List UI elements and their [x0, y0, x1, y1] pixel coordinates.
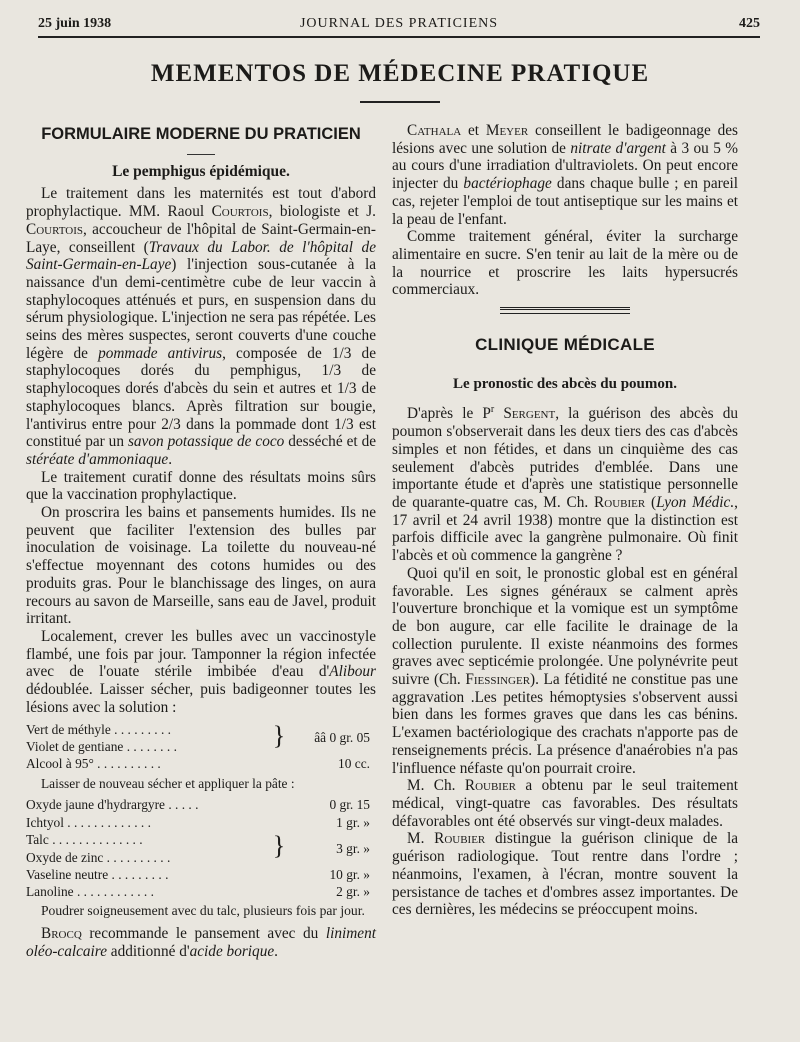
formula-qty: ââ 0 gr. 05: [314, 730, 370, 746]
paragraph: Comme traitement général, éviter la surcharge alimentaire en sucre. S'en tenir au lait de la mère ou de la nourrice et proscrire les laits hypersucrés commerciaux.: [392, 228, 738, 299]
formula-note: Laisser de nouveau sécher et appliquer la pâte :: [41, 775, 295, 791]
formula-instruction: Poudrer soigneusement avec du talc, plusieurs fois par jour.: [41, 902, 365, 918]
paragraph: Brocq recommande le pansement avec du liniment oléo-calcaire additionné d'acide borique.: [26, 924, 376, 960]
page-number: 425: [739, 16, 760, 31]
section-title-clinique: CLINIQUE MÉDICALE: [475, 335, 655, 355]
formula-solution: [26, 721, 376, 773]
paragraph: Localement, crever les bulles avec un vaccinostyle flambé, une fois par jour. Tamponner la région infectée avec de l'ouate stérile imbibée d'eau d'Alibour dédoublée. Laisser sécher, puis badigeonner toutes les lésions avec la solution :: [26, 627, 376, 716]
formula-item: Violet de gentiane . . . . . . . .: [26, 738, 177, 754]
header-rule: [38, 36, 760, 38]
formula-bracket-group: Talc . . . . . . . . . . . . . . Oxyde de zinc . . . . . . . . . . } 3 gr. »: [26, 831, 370, 865]
formula-row: Ichtyol . . . . . . . . . . . . . 1 gr. »: [26, 814, 370, 830]
section-title-formulaire: FORMULAIRE MODERNE DU PRATICIEN: [41, 125, 361, 143]
formula-row: Alcool à 95° . . . . . . . . . . 10 cc.: [26, 756, 370, 772]
paragraph: Le traitement curatif donne des résultats moins sûrs que la vaccination prophylactique.: [26, 468, 376, 504]
paragraph: D'après le $P^r$ Sergent, la guérison des abcès du poumon s'observerait dans les deux tiers des cas d'abcès simples et non fétides, et dans un cinquième des cas seulement d'abcès putrides d'emblée. Dans une importante étude et d'après une statistique personnelle de quarante-quatre cas, M. Ch. Roubier (Lyon Médic., 17 avril et 24 avril 1938) montre que la distinction est parfois difficile avec la gangrène pulmonaire. Où finit l'abcès et où commence la gangrène ?: [392, 404, 738, 565]
brace-symbol: }: [272, 831, 286, 861]
paragraph: M. Ch. Roubier a obtenu par le seul traitement médical, vingt-quatre cas favorables. Des résultats défavorables ont été observés sur vingt-deux malades.: [392, 777, 738, 830]
formula-paste: [26, 796, 376, 900]
article-title-pemphigus: Le pemphigus épidémique.: [112, 162, 290, 180]
section-rule: [187, 154, 215, 155]
page-header: [38, 14, 760, 38]
formula-row: Oxyde jaune d'hydrargyre . . . . . 0 gr. 15: [26, 797, 370, 813]
formula-item: Vert de méthyle . . . . . . . . .: [26, 721, 172, 737]
main-title: MEMENTOS DE MÉDECINE PRATIQUE: [150, 60, 650, 87]
brace-symbol: }: [272, 720, 286, 750]
paragraph: On proscrira les bains et pansements humides. Ils ne peuvent que faciliter l'extension des bulles par inoculation de voisinage. La toilette du nouveau-né s'effectue moyennant des cotons humides ou des produits gras. Pour le blanchissage des linges, on aura recours au savon de Marseille, sans eau de Javel, produit irritant.: [26, 504, 376, 628]
paragraph: M. Roubier distingue la guérison clinique de la guérison radiologique. Tout rentre dans l'ordre ; néanmoins, l'examen, à l'écran, montre souvent la persistance de taches et d'ombres assez importantes. De ces dernières, les médecins se préoccupent moins.: [392, 830, 738, 919]
paragraph: Quoi qu'il en soit, le pronostic global est en général favorable. Les signes généraux se calment après l'ouverture bronchique et la vomique est un symptôme de bon augure, car elle facilite le drainage de la collection purulente. Il existe néanmoins des formes graves avec septicémie prolongée. Une polynévrite peut suivre (Ch. Fiessinger). La fétidité ne constitue pas une aggravation .Les petites hémoptysies s'observent aussi bien dans les formes graves que dans les cas bénins. L'examen bactériologique des crachats n'apporte pas de renseignements précis. La présence d'anaérobies n'a pas l'influence néfaste qu'on pourrait croire.: [392, 564, 738, 777]
paragraph: Cathala et Meyer conseillent le badigeonnage des lésions avec une solution de nitrate d'argent à 3 ou 5 % au cours d'une irradiation d'ultraviolets. On peut encore injecter du bactériophage dans chaque bulle ; en pareil cas, rejeter l'emploi de tout antiseptique sur les mains et la peau de l'enfant.: [392, 122, 738, 228]
left-column: [26, 122, 376, 960]
section-divider: [500, 307, 630, 314]
formula-row: Vaseline neutre . . . . . . . . . 10 gr. »: [26, 867, 370, 883]
title-rule: [360, 101, 440, 103]
right-column: [392, 122, 738, 919]
issue-date: 25 juin 1938: [38, 16, 112, 31]
article-title-abces: Le pronostic des abcès du poumon.: [453, 375, 677, 392]
formula-bracket-group: [26, 721, 376, 756]
formula-row: Lanoline . . . . . . . . . . . . 2 gr. »: [26, 884, 370, 900]
journal-name: JOURNAL DES PRATICIENS: [299, 16, 499, 31]
paragraph: Le traitement dans les maternités est tout d'abord prophylactique. MM. Raoul Courtois, biologiste et J. Courtois, accoucheur de l'hôpital de Saint-Germain-en-Laye, conseillent (Travaux du Labor. de l'hôpital de Saint-Germain-en-Laye) l'injection sous-cutanée à la naissance d'un demi-centimètre cube de leur vaccin à staphylocoques atténués et purs, en suspension dans du sérum physiologique. L'injection ne sera pas répétée. Les seins des mères suspectes, seront couverts d'une couche légère de pommade antivirus, composée de 1/3 de staphylocoques dorés du pemphigus, 1/3 de staphylocoques dorés d'abcès du sein et autres et 1/3 de staphylocoques blancs. Après filtration sur bougie, l'antivirus entre pour 2/3 dans la pommade dont 1/3 est constitué par un savon potassique de coco desséché et de stéréate d'ammoniaque.: [26, 185, 377, 468]
